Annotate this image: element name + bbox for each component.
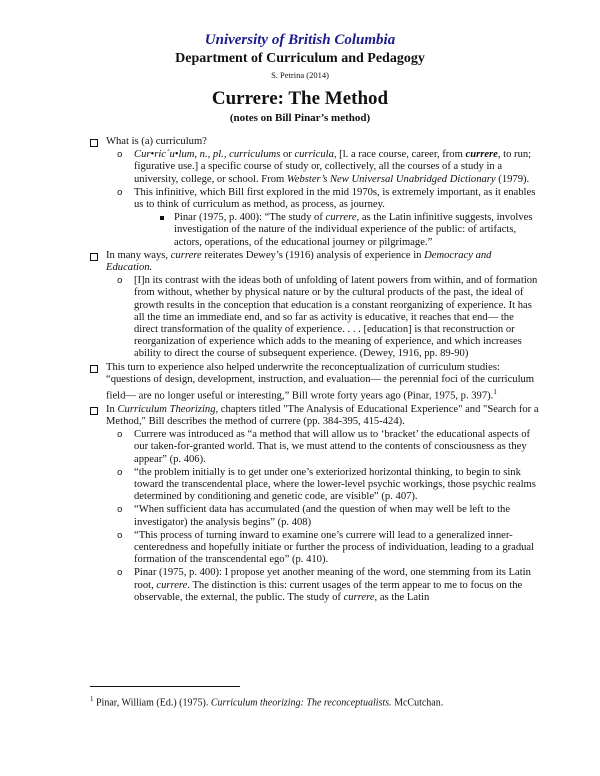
page-subtitle: (notes on Bill Pinar’s method) (229, 112, 371, 124)
list-item: o Pinar (1975, p. 400): I propose yet another meaning of the word, one stemming from its Latin root, currere. The distinction is this: current usages of the term appear to me to focus on the observable, the external, the public. The study of currere, as the Latin (117, 567, 531, 603)
circle-bullet-icon: o (117, 187, 123, 198)
circle-bullet-icon: o (117, 530, 123, 541)
list-item: In Curriculum Theorizing, chapters titled "The Analysis of Educational Experience" and "Search for a Method," Bill describes the method of currere (pp. 384-395, 415-424). (90, 404, 540, 428)
circle-bullet-icon: o (117, 568, 123, 579)
list-item: This turn to experience also helped underwrite the reconceptualization of curriculum studies: “questions of design, development, instruction, and evaluation— the perennial foci of the curriculum field— are no longer useful or interesting,” Bill wrote forty years ago (Pinar, 1975, p. 397).$^1$ (90, 362, 540, 403)
checkbox-square-icon (90, 362, 98, 377)
page-title: Currere: The Method (211, 88, 389, 109)
footnote-divider (90, 686, 240, 687)
university-heading: University of British Columbia (204, 32, 396, 48)
checkbox-square-icon (90, 404, 98, 419)
list-item: o [I]n its contrast with the ideas both of unfolding of latent powers from within, and of formation from without, whether by physical nature or by the cultural products of the past, the ideal of growth results in the conception that education is a constant reorganizing of experience. It has all the time an immediate end, and so far as activity is educative, it reaches that end— the direct transformation of the quality of experience. . . . [education] is that reconstruction or reorganization of experience which adds to the meaning of experience, and which increases ability to direct the course of subsequent experience. (Dewey, 1916, pp. 89-90) (117, 275, 538, 360)
circle-bullet-icon: o (117, 467, 123, 478)
list-item: Pinar (1975, p. 400): “The study of currere, as the Latin infinitive suggests, involves investigation of the nature of the individual experience of the public: of artifacts, actors, operations, of the educational journey or pilgrimage.” (90, 212, 540, 249)
list-item: o “the problem initially is to get under one’s exteriorized horizontal thinking, to begin to sink toward the transcendental place, where the lower-level psychic workings, those psychic realms determined by conditioning and genetic code, are visible” (p. 407). (117, 466, 536, 503)
department-heading: Department of Curriculum and Pedagogy (175, 51, 425, 66)
document-body (90, 136, 540, 605)
circle-bullet-icon: o (117, 505, 123, 516)
list-item: o “This process of turning inward to examine one’s currere will lead to a generalized inner-centeredness and hopefully initiate or further the process of individuation, leading to a gradual formation of the transcendental ego” (p. 410). (117, 529, 535, 566)
checkbox-square-icon (90, 250, 98, 265)
circle-bullet-icon: o (117, 276, 123, 287)
circle-bullet-icon: o (117, 150, 123, 161)
list-item: In many ways, currere reiterates Dewey’s (1916) analysis of experience in Democracy and Education. (90, 250, 540, 274)
list-item: What is (a) curriculum? (90, 136, 540, 148)
circle-bullet-icon: o (117, 430, 123, 441)
footnote: $^1$ Pinar, William (Ed.) (1975). Curriculum theorizing: The reconceptualists. McCutchan. (90, 695, 444, 709)
list-item: o Currere was introduced as “a method that will allow us to ‘bracket’ the educational aspects of our taken-for-granted world. That is, we must attend to the contents of consciousness as they appear” (p. 406). (117, 429, 531, 465)
footnote-ref[interactable]: 1 (493, 388, 497, 397)
list-item: o This infinitive, which Bill first explored in the mid 1970s, is extremely important, as it enables us to think of curriculum as method, as process, as journey. (117, 186, 536, 211)
square-bullet-icon (160, 212, 164, 224)
list-item: o “When sufficient data has accumulated (and the question of when may well be left to the investigator) the analysis begins” (p. 408) (117, 504, 511, 528)
list-item: o Cur•ric´u•lum, n., pl., curriculums or curricula, [l. a race course, career, from currere, to run; figurative use.] a specific course of study or, collectively, all the courses of a study in a university, college, or school. From Webster’s New Universal Unabridged Dictionary (1979). (117, 149, 532, 185)
author-line: S. Petrina (2014) (271, 70, 329, 80)
